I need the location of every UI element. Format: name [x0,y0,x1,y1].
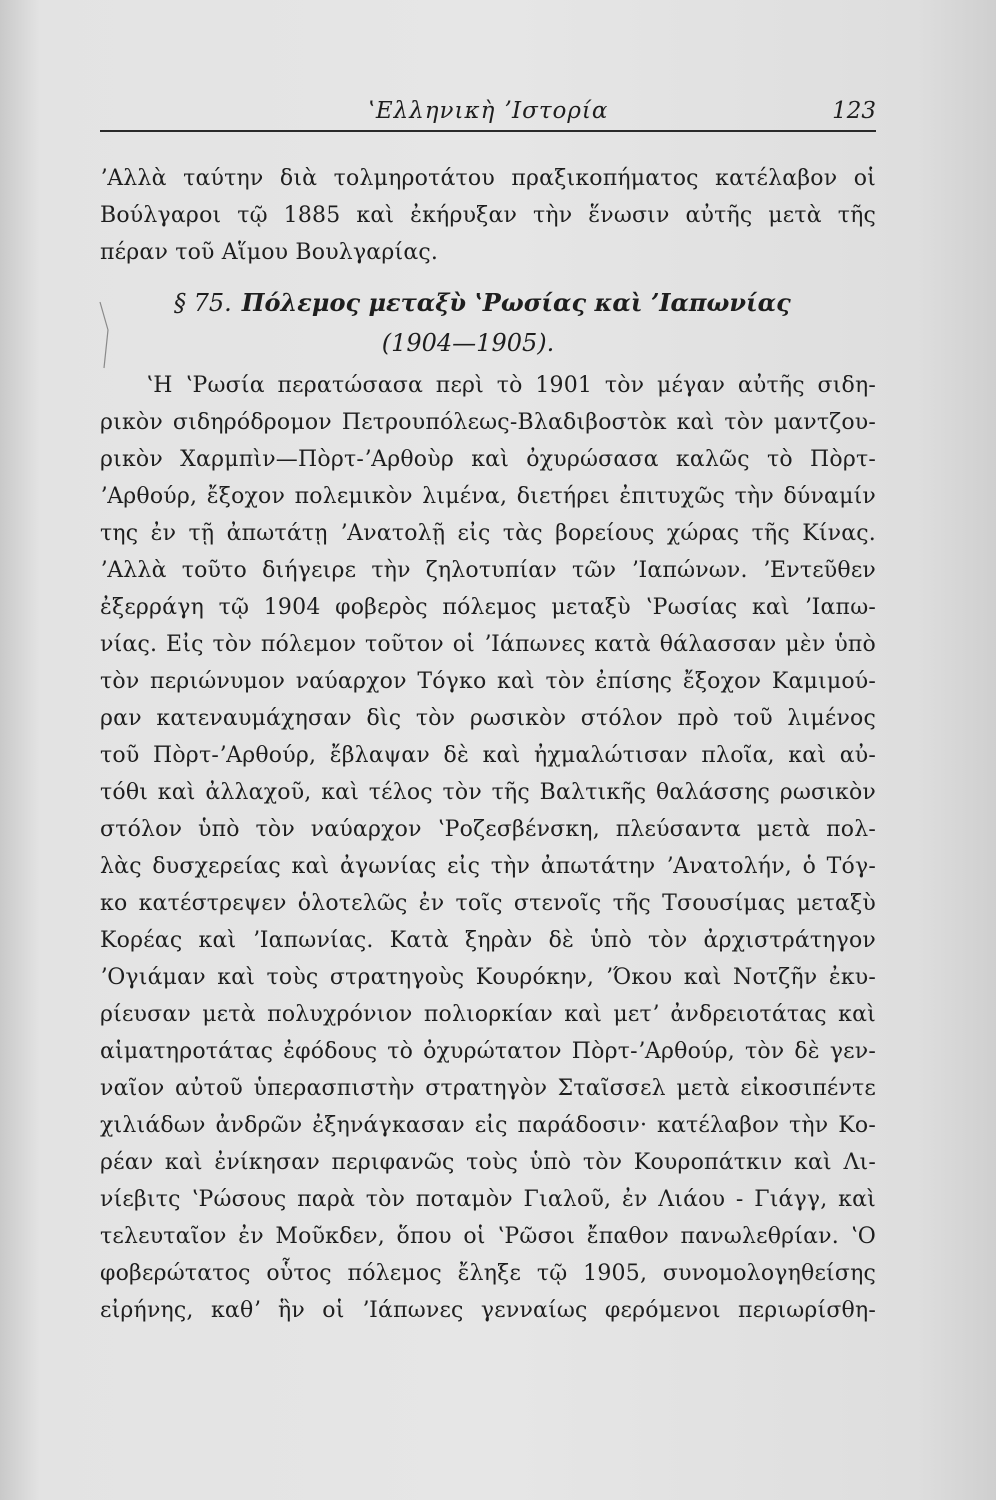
text-line: φοβερώτατος οὗτος πόλεμος ἔληξε τῷ 1905, συνομολογηθείσης [100,1261,876,1286]
text-line: ʼΟγιάμαν καὶ τοὺς στρατηγοὺς Κουρόκην, ʼΌκου καὶ Νοτζῆν ἐκυ- [100,965,876,990]
intro-paragraph [100,160,876,271]
text-line: χιλιάδων ἀνδρῶν ἐξηνάγκασαν εἰς παράδοσιν· κατέλαβον τὴν Κο- [100,1113,876,1138]
text-line: ʼΑλλὰ ταύτην διὰ τολμηροτάτου πραξικοπήματος κατέλαβον οἱ [100,166,876,191]
text-line: ρίευσαν μετὰ πολυχρόνιον πολιορκίαν καὶ μετʼ ἀνδρειοτάτας καὶ [100,1002,876,1027]
text-line: λὰς δυσχερείας καὶ ἀγωνίας εἰς τὴν ἀπωτάτην ʼΑνατολήν, ὁ Τόγ- [100,854,876,879]
text-line: ραν κατεναυμάχησαν δὶς τὸν ρωσικὸν στόλον πρὸ τοῦ λιμένος [100,706,876,731]
text-line: ʼΑρθούρ, ἔξοχον πολεμικὸν λιμένα, διετήρει ἐπιτυχῶς τὴν δύναμίν [100,484,876,509]
text-line: Κορέας καὶ ʼΙαπωνίας. Κατὰ ξηρὰν δὲ ὑπὸ τὸν ἀρχιστράτηγον [100,928,876,953]
section-number: § 75. [174,289,232,317]
section-title: Πόλεμος μεταξὺ ʽΡωσίας καὶ ʼΙαπωνίας [241,288,791,317]
text-line: αἱματηροτάτας ἐφόδους τὸ ὀχυρώτατον Πὸρτ-ʼΑρθούρ, τὸν δὲ γεν- [100,1039,876,1064]
text-line: πέραν τοῦ Αἵμου Βουλγαρίας. [100,240,439,265]
text-line: τοῦ Πὸρτ-ʼΑρθούρ, ἔβλαψαν δὲ καὶ ἠχμαλώτισαν πλοῖα, καὶ αὐ- [100,743,876,768]
text-line: ἐξερράγη τῷ 1904 φοβερὸς πόλεμος μεταξὺ ʽΡωσίας καὶ ʼΙαπω- [100,595,876,620]
section-heading [100,283,876,323]
text-line: ρέαν καὶ ἐνίκησαν περιφανῶς τοὺς ὑπὸ τὸν Κουροπάτκιν καὶ Λι- [100,1150,876,1175]
running-title: ʽΕλληνικὴ ʼΙστορία [367,98,609,124]
text-line: τὸν περιώνυμον ναύαρχον Τόγκο καὶ τὸν ἐπίσης ἔξοχον Καμιμού- [100,669,876,694]
text-line: ρικὸν Χαρμπὶν—Πὸρτ-ʼΑρθοὺρ καὶ ὀχυρώσασα καλῶς τὸ Πὸρτ- [100,447,876,472]
text-line: τελευταῖον ἐν Μοῦκδεν, ὅπου οἱ ʽΡῶσοι ἔπαθον πανωλεθρίαν. ʽΟ [100,1224,876,1249]
text-line: ʽΗ ʽΡωσία περατώσασα περὶ τὸ 1901 τὸν μέγαν αὐτῆς σιδη- [146,373,876,398]
text-line: Βούλγαροι τῷ 1885 καὶ ἐκήρυξαν τὴν ἕνωσιν αὐτῆς μετὰ τῆς [100,203,876,228]
page-number: 123 [832,98,876,124]
body-text [100,160,876,1329]
section-years: (1904—1905). [381,329,555,357]
text-line: ʼΑλλὰ τοῦτο διήγειρε τὴν ζηλοτυπίαν τῶν ʼΙαπώνων. ʼΕντεῦθεν [100,558,876,583]
text-line: στόλον ὑπὸ τὸν ναύαρχον ʽΡοζεσβένσκη, πλεύσαντα μετὰ πολ- [100,817,876,842]
text-line: εἰρήνης, καθʼ ἣν οἱ ʼΙάπωνες γενναίως φερόμενοι περιωρίσθη- [100,1298,876,1323]
text-line: τόθι καὶ ἀλλαχοῦ, καὶ τέλος τὸν τῆς Βαλτικῆς θαλάσσης ρωσικὸν [100,780,876,805]
text-line: της ἐν τῇ ἀπωτάτῃ ʼΑνατολῇ εἰς τὰς βορείους χώρας τῆς Κίνας. [100,521,876,546]
text-line: κο κατέστρεψεν ὁλοτελῶς ἐν τοῖς στενοῖς τῆς Τσουσίμας μεταξὺ [100,891,876,916]
main-paragraph [100,367,876,1329]
text-line: νίεβιτς ʽΡώσους παρὰ τὸν ποταμὸν Γιαλοῦ, ἐν Λιάου - Γιάγγ, καὶ [100,1187,876,1212]
page-header [100,98,876,132]
header-rule [100,130,876,132]
text-line: ρικὸν σιδηρόδρομον Πετρουπόλεως-Βλαδιβοστὸκ καὶ τὸν μαντζου- [100,410,876,435]
text-line: νίας. Εἰς τὸν πόλεμον τοῦτον οἱ ʼΙάπωνες κατὰ θάλασσαν μὲν ὑπὸ [100,632,876,657]
text-line: ναῖον αὐτοῦ ὑπερασπιστὴν στρατηγὸν Σταῖσσελ μετὰ εἰκοσιπέντε [100,1076,876,1101]
